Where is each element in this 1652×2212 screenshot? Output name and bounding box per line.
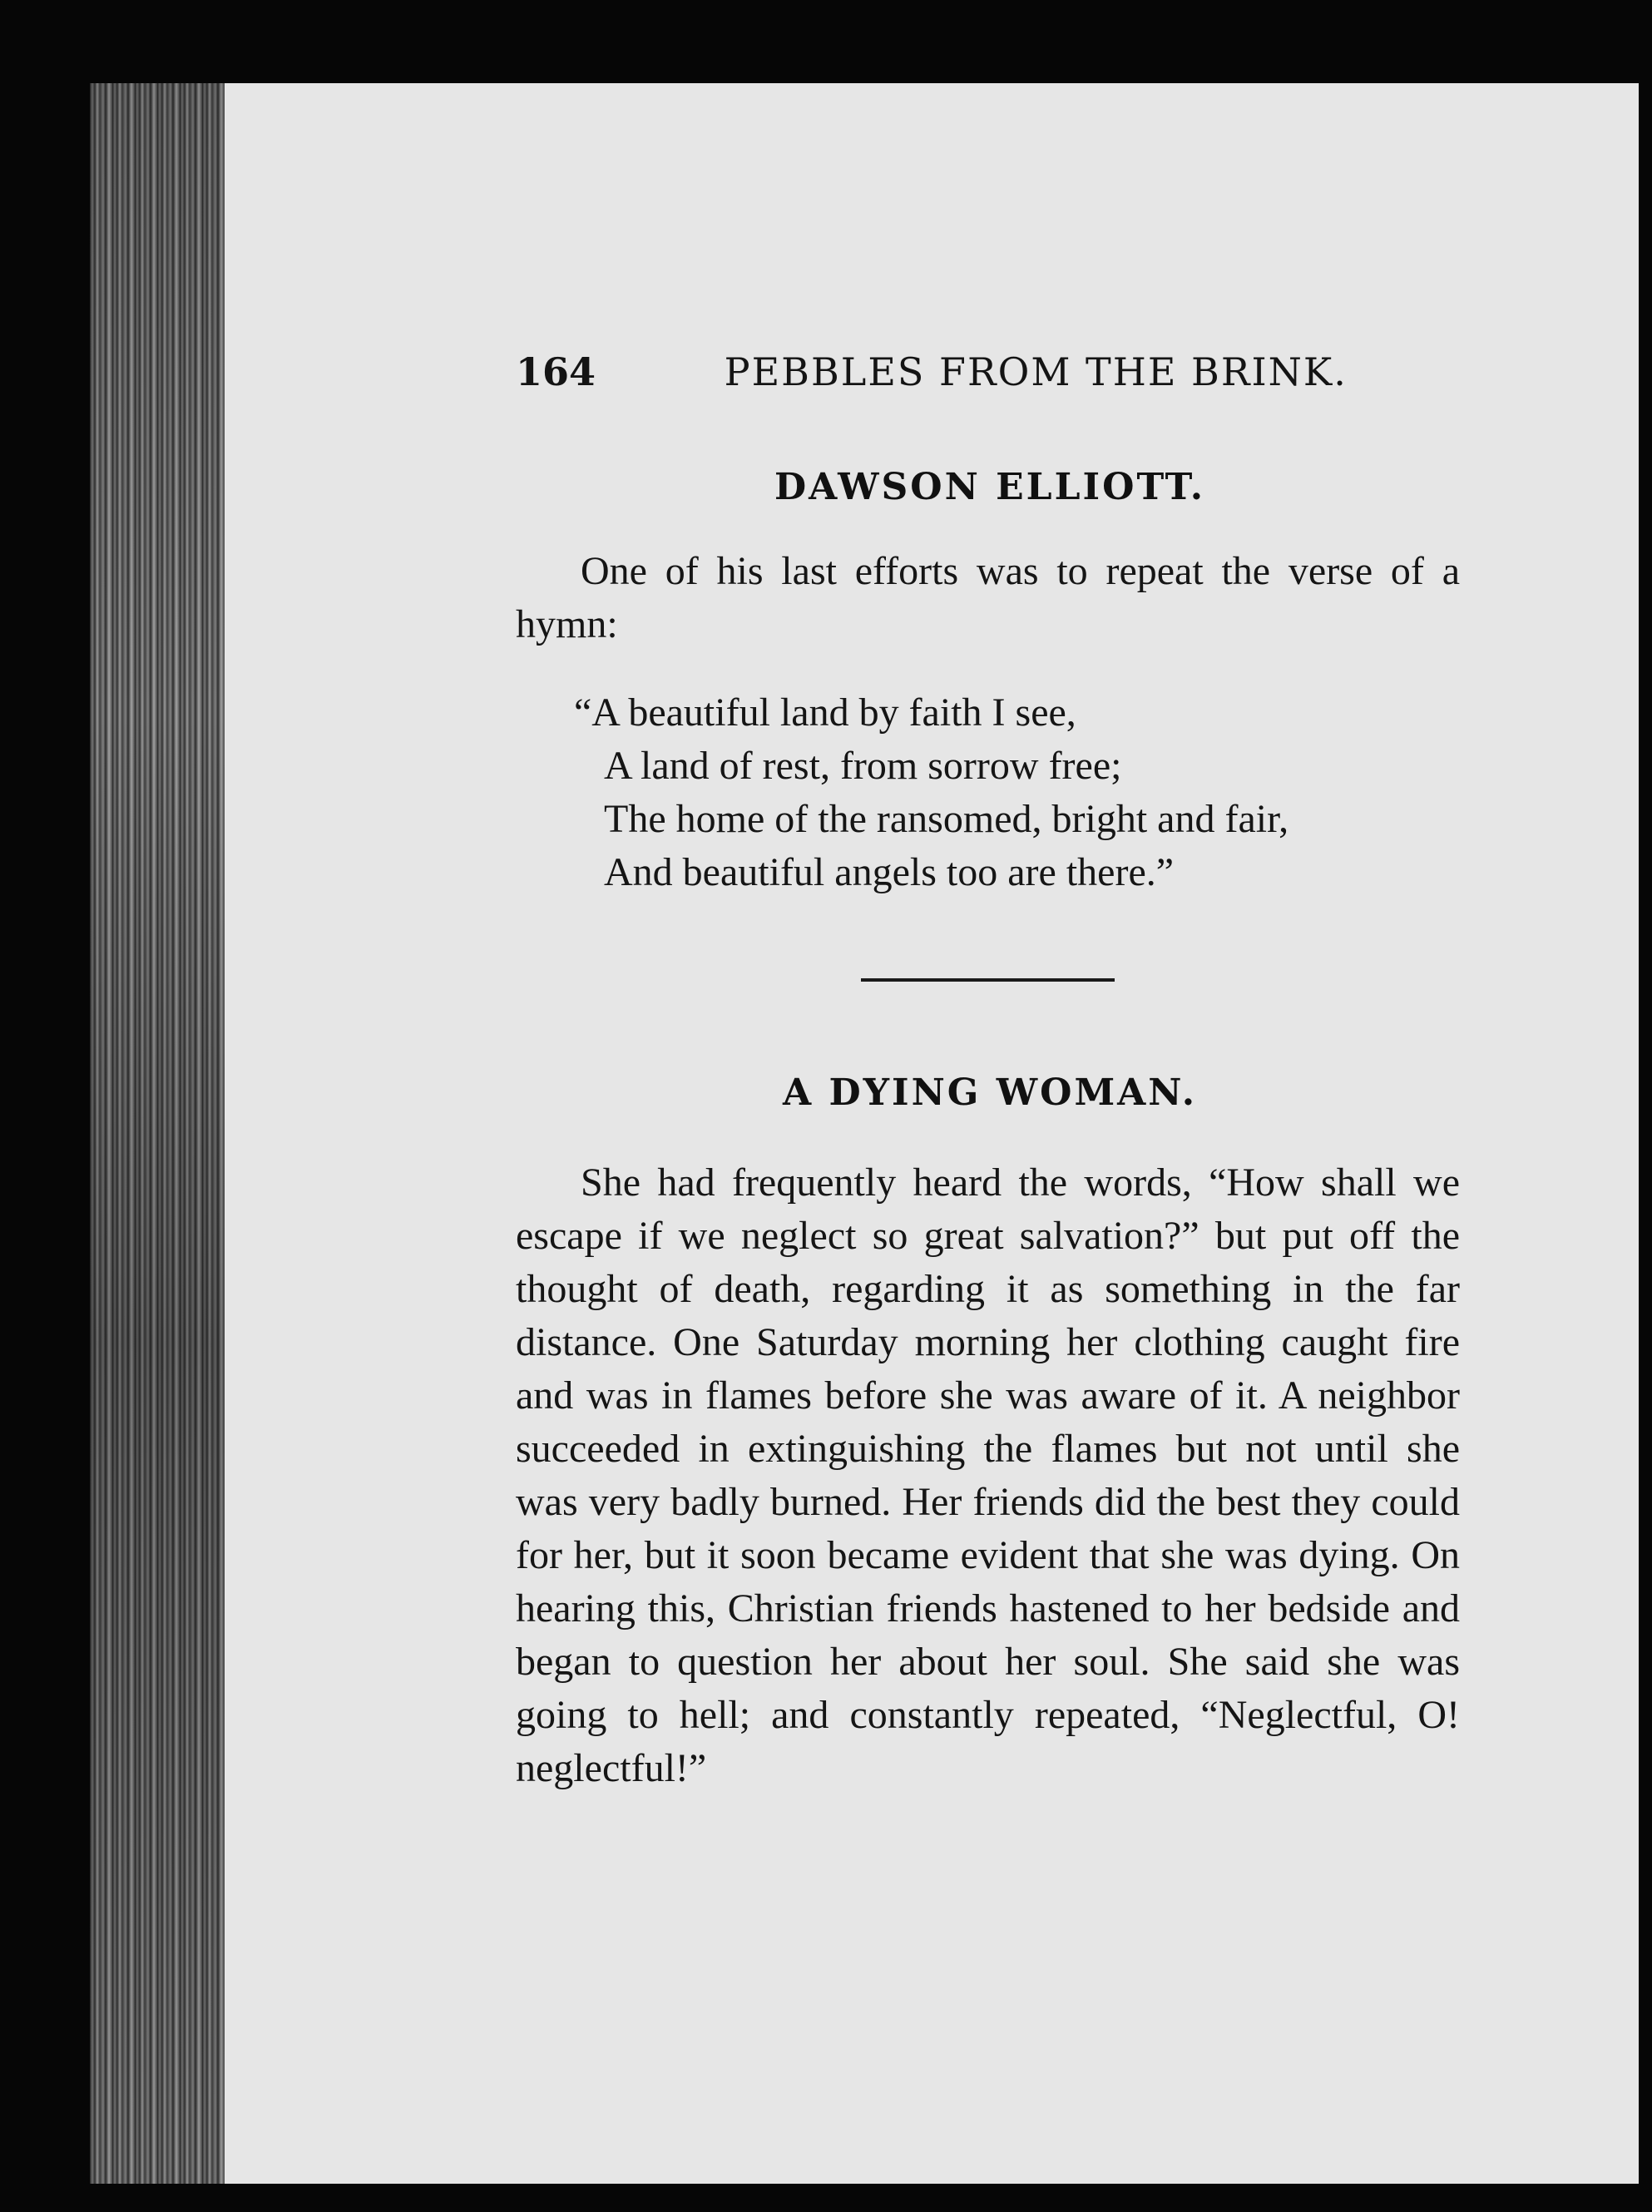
running-header bbox=[516, 349, 1348, 394]
book-page bbox=[225, 83, 1639, 2184]
section-title-dawson-elliott: DAWSON ELLIOTT. bbox=[774, 466, 1206, 508]
running-title: PEBBLES FROM THE BRINK. bbox=[724, 349, 1348, 394]
section-divider bbox=[861, 978, 1115, 982]
verse-line: And beautiful angels too are there.” bbox=[604, 850, 1175, 894]
hymn-verse bbox=[574, 686, 1489, 899]
verse-line: The home of the ransomed, bright and fair, bbox=[604, 797, 1289, 841]
paragraph-dying-woman: She had frequently heard the words, “How shall we escape if we neglect so great salvation?” but put off the thought of death, regarding it as something in the far distance. One Saturday morning her clothing caught fire and was in flames before she was aware of it. A neighbor succeeded in extinguishing the flames but not until she was very badly burned. Her friends did the best they could for her, but it soon became evident that she was dying. On hearing this, Christian friends hastened to her bedside and began to question her about her soul. She said she was going to hell; and constantly repeated, “Neglectful, O! neglectful!” bbox=[516, 1160, 1460, 1790]
section-title-dying-woman: A DYING WOMAN. bbox=[782, 1071, 1198, 1114]
paragraph-dawson-elliott: One of his last efforts was to repeat the verse of a hymn: bbox=[516, 549, 1460, 646]
verse-line: “A beautiful land by faith I see, bbox=[574, 690, 1076, 735]
page-number: 164 bbox=[516, 349, 596, 394]
verse-line: A land of rest, from sorrow free; bbox=[604, 744, 1122, 788]
book-page-edge bbox=[90, 83, 231, 2184]
